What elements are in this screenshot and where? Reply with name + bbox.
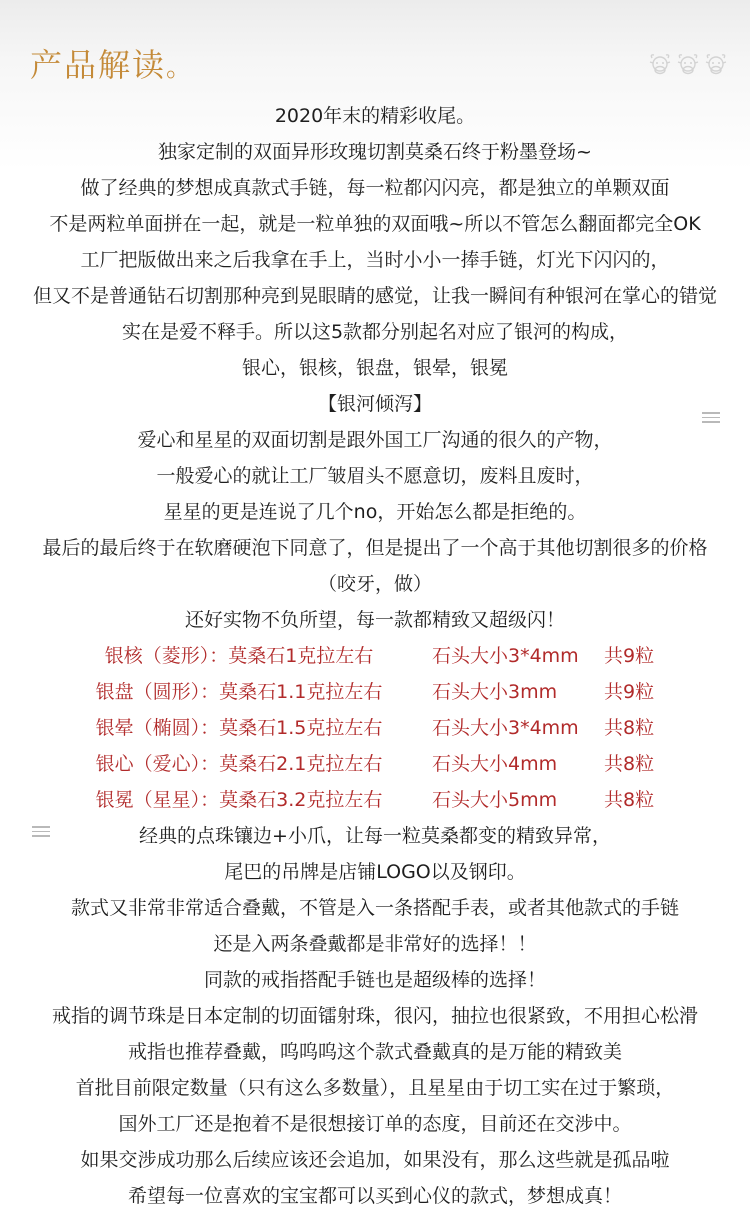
text-line: 最后的最后终于在软磨硬泡下同意了，但是提出了一个高于其他切割很多的价格 <box>42 537 708 559</box>
cow-head-icon <box>704 52 728 78</box>
text-line: 做了经典的梦想成真款式手链，每一粒都闪闪亮，都是独立的单颗双面 <box>80 177 670 199</box>
spec-name: 银晕（椭圆）：莫桑石1.5克拉左右 <box>95 717 383 739</box>
spec-size: 石头大小3*4mm <box>432 645 579 667</box>
cow-head-icon <box>676 52 700 78</box>
spec-count: 共9粒 <box>604 681 655 703</box>
text-line: 不是两粒单面拼在一起，就是一粒单独的双面哦~所以不管怎么翻面都完全OK <box>49 213 701 235</box>
spec-row <box>0 710 750 746</box>
mascot-icons <box>648 52 728 78</box>
spec-count: 共8粒 <box>604 717 655 739</box>
spec-name: 银核（菱形）：莫桑石1克拉左右 <box>104 645 374 667</box>
text-line: 还好实物不负所望，每一款都精致又超级闪！ <box>184 609 565 631</box>
text-line: 如果交涉成功那么后续应该还会追加，如果没有，那么这些就是孤品啦 <box>80 1149 670 1171</box>
text-line: 爱心和星星的双面切割是跟外国工厂沟通的很久的产物， <box>137 429 613 451</box>
text-line: 工厂把版做出来之后我拿在手上，当时小小一捧手链，灯光下闪闪的， <box>80 249 670 271</box>
text-line: 戒指也推荐叠戴，呜呜呜这个款式叠戴真的是万能的精致美 <box>127 1041 622 1063</box>
spec-name: 银心（爱心）：莫桑石2.1克拉左右 <box>95 753 383 775</box>
text-line: 星星的更是连说了几个no，开始怎么都是拒绝的。 <box>163 501 587 523</box>
text-line: 尾巴的吊牌是店铺LOGO以及钢印。 <box>224 861 526 883</box>
spec-row <box>0 782 750 818</box>
text-line: 还是入两条叠戴都是非常好的选择！！ <box>213 933 537 955</box>
spec-count: 共8粒 <box>604 753 655 775</box>
spec-row <box>0 638 750 674</box>
spec-size: 石头大小5mm <box>432 789 558 811</box>
text-line: 戒指的调节珠是日本定制的切面镭射珠，很闪，抽拉也很紧致，不用担心松滑 <box>51 1005 698 1027</box>
text-line: 首批目前限定数量（只有这么多数量），且星星由于切工实在过于繁琐， <box>75 1077 675 1099</box>
cow-head-icon <box>648 52 672 78</box>
text-line: 银心，银核，银盘，银晕，银冕 <box>241 357 508 379</box>
text-line: （咬牙，做） <box>317 573 432 595</box>
spec-name: 银盘（圆形）：莫桑石1.1克拉左右 <box>95 681 383 703</box>
page-title <box>30 40 194 86</box>
title-text: 产品解读 <box>30 46 167 84</box>
spec-row <box>0 674 750 710</box>
text-line: 实在是爱不释手。所以这5款都分别起名对应了银河的构成， <box>121 321 629 343</box>
spec-size: 石头大小3mm <box>432 681 558 703</box>
spec-name: 银冕（星星）：莫桑石3.2克拉左右 <box>95 789 383 811</box>
text-line: 款式又非常非常适合叠戴，不管是入一条搭配手表，或者其他款式的手链 <box>70 897 679 919</box>
text-line: 希望每一位喜欢的宝宝都可以买到心仪的款式，梦想成真！ <box>127 1185 622 1207</box>
text-line: 独家定制的双面异形玫瑰切割莫桑石终于粉墨登场~ <box>158 141 592 163</box>
section-heading: 【银河倾泻】 <box>317 393 432 415</box>
spec-count: 共8粒 <box>604 789 655 811</box>
text-line: 一般爱心的就让工厂皱眉头不愿意切，废料且废时， <box>156 465 594 487</box>
spec-size: 石头大小3*4mm <box>432 717 579 739</box>
description-body <box>0 98 750 1214</box>
title-dot: 。 <box>166 53 195 83</box>
text-line: 2020年末的精彩收尾。 <box>274 105 476 127</box>
text-line: 但又不是普通钻石切割那种亮到晃眼睛的感觉，让我一瞬间有种银河在掌心的错觉 <box>32 285 717 307</box>
spec-size: 石头大小4mm <box>432 753 558 775</box>
text-line: 经典的点珠镶边+小爪，让每一粒莫桑都变的精致异常， <box>139 825 611 847</box>
spec-count: 共9粒 <box>604 645 655 667</box>
spec-row <box>0 746 750 782</box>
text-line: 国外工厂还是抱着不是很想接订单的态度，目前还在交涉中。 <box>118 1113 632 1135</box>
text-line: 同款的戒指搭配手链也是超级棒的选择！ <box>203 969 546 991</box>
